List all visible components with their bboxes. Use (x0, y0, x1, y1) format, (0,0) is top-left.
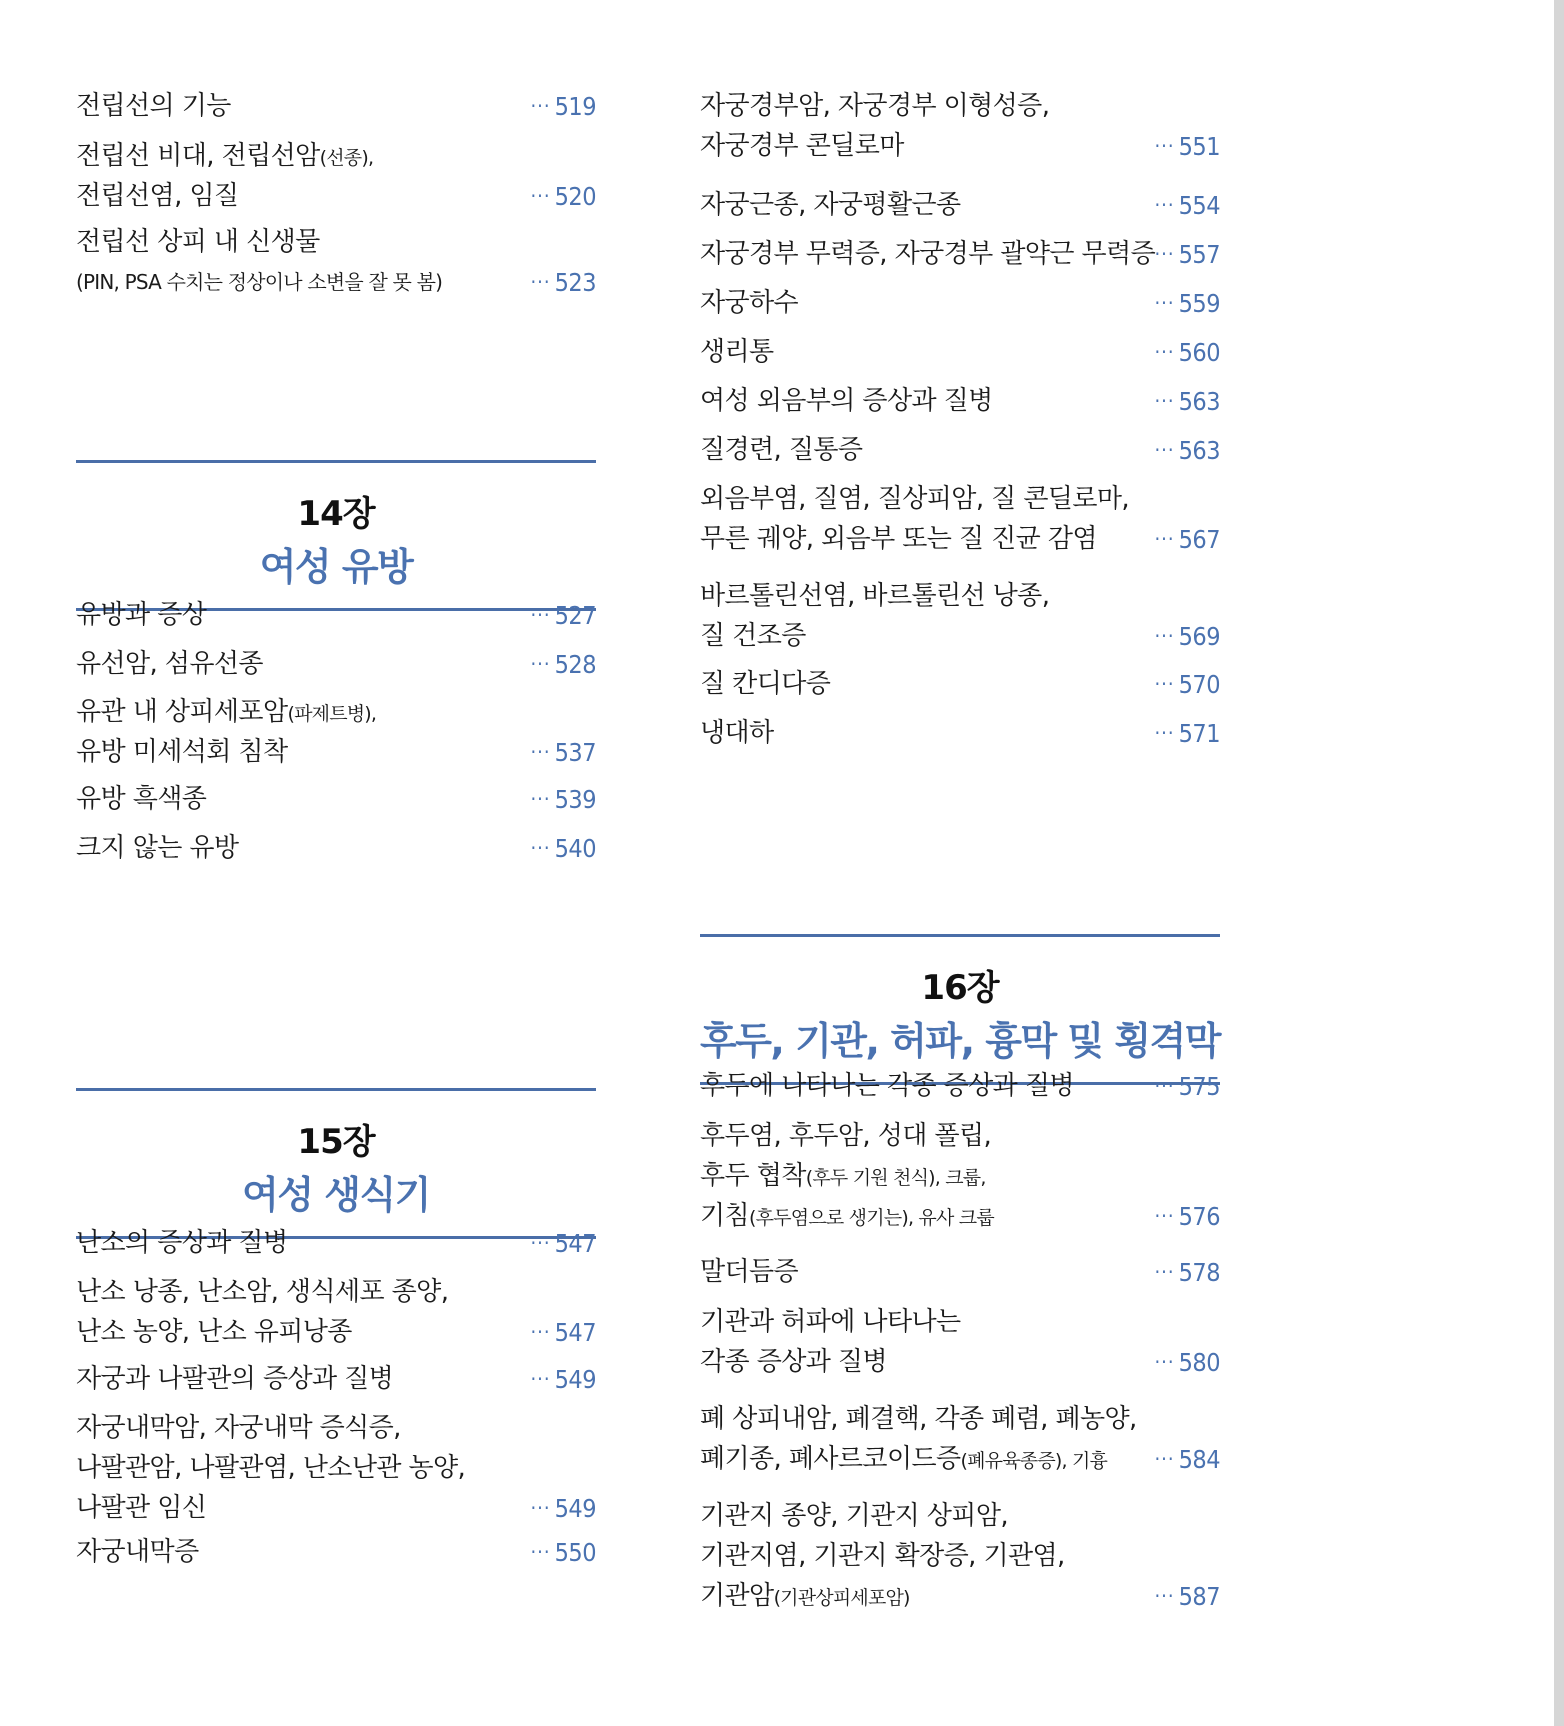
page-number-value: 559 (1178, 289, 1220, 318)
toc-page-number[interactable] (530, 266, 596, 298)
chapter-title[interactable]: 여성 생식기 (242, 1173, 430, 1217)
chapter-title[interactable]: 후두, 기관, 허파, 흉막 및 횡격막 (700, 1019, 1220, 1063)
toc-entry-title-line (700, 238, 1155, 270)
page-number-value: 549 (554, 1494, 596, 1523)
toc-page-number[interactable] (530, 832, 596, 864)
page-number-value: 550 (554, 1538, 596, 1567)
chapter-top-rule (76, 460, 596, 463)
leader-dots: ··· (1154, 1204, 1175, 1228)
toc-entry-title-line (76, 832, 238, 864)
toc-entry-title-line (700, 1346, 887, 1378)
toc-entry-title-line (700, 90, 1049, 122)
toc-entry-title-line (76, 1363, 393, 1395)
page-number-value: 580 (1178, 1348, 1220, 1377)
toc-entry-title-line (700, 189, 961, 221)
toc-entry-title-line (700, 287, 798, 319)
leader-dots: ··· (1154, 389, 1175, 413)
toc-entry-text: 기관지 종양, 기관지 상피암, (700, 1501, 1008, 1531)
leader-dots: ··· (1154, 193, 1175, 217)
toc-page-number[interactable] (1154, 189, 1220, 221)
toc-page-number[interactable] (530, 648, 596, 680)
toc-entry-text: 난소 농양, 난소 유피낭종 (76, 1317, 352, 1347)
toc-page-number[interactable] (530, 783, 596, 815)
toc-entry-text: 유관 내 상피세포암 (76, 697, 288, 727)
toc-entry-title-line (76, 1276, 448, 1308)
leader-dots: ··· (1154, 527, 1175, 551)
toc-entry-text: 각종 증상과 질병 (700, 1347, 887, 1377)
page-number-value: 576 (1178, 1202, 1220, 1231)
page-number-value: 587 (1178, 1582, 1220, 1611)
leader-dots: ··· (530, 787, 551, 811)
toc-entry-title-line (700, 717, 774, 749)
toc-entry-text: 자궁경부 무력증, 자궁경부 괄약근 무력증 (700, 239, 1156, 269)
leader-dots: ··· (530, 836, 551, 860)
toc-entry-text: 자궁하수 (700, 288, 799, 318)
toc-entry-text: 기관지염, 기관지 확장증, 기관염, (700, 1541, 1065, 1571)
toc-entry-text: 냉대하 (700, 718, 774, 748)
page-number-value: 551 (1178, 132, 1220, 161)
toc-entry-note: (기관상피세포암) (773, 1587, 910, 1609)
toc-entry-text: 전립선 비대, 전립선암 (76, 141, 320, 171)
leader-dots: ··· (530, 603, 551, 627)
page-number-value: 563 (1178, 387, 1220, 416)
leader-dots: ··· (1154, 1260, 1175, 1284)
toc-entry-text: 난소 낭종, 난소암, 생식세포 종양, (76, 1277, 449, 1307)
toc-entry-title-line (700, 130, 904, 162)
toc-page-number[interactable] (530, 599, 596, 631)
toc-page-number[interactable] (1154, 620, 1220, 652)
toc-entry-text: 질경련, 질통증 (700, 435, 863, 465)
page-number-value: 539 (554, 785, 596, 814)
toc-entry-title-line (700, 1443, 1107, 1475)
toc-entry-title-line (700, 1070, 1074, 1102)
toc-entry-text: 자궁내막암, 자궁내막 증식증, (76, 1413, 401, 1443)
toc-page-number[interactable] (1154, 434, 1220, 466)
toc-page-number[interactable] (1154, 385, 1220, 417)
toc-entry-title-line (76, 1316, 352, 1348)
leader-dots: ··· (1154, 134, 1175, 158)
toc-entry-text: 바르톨린선염, 바르톨린선 낭종, (700, 581, 1050, 611)
toc-entry-title-line (700, 1120, 991, 1152)
toc-entry-title-line (700, 1256, 798, 1288)
page-number-value: 584 (1178, 1445, 1220, 1474)
toc-entry-title-line (700, 1306, 961, 1338)
toc-entry-text: 나팔관 임신 (76, 1493, 207, 1523)
chapter-top-rule (700, 934, 1220, 937)
toc-page-number[interactable] (530, 1363, 596, 1395)
toc-entry-title-line (76, 1452, 465, 1484)
page-number-value: 520 (554, 182, 596, 211)
toc-page-number[interactable] (1154, 668, 1220, 700)
toc-entry-title-line (700, 483, 1129, 515)
toc-entry-text: 난소의 증상과 질병 (76, 1228, 288, 1258)
page-number-value: 560 (1178, 338, 1220, 367)
leader-dots: ··· (530, 1540, 551, 1564)
toc-entry-text: 질 건조증 (700, 621, 806, 651)
page-number-value: 563 (1178, 436, 1220, 465)
leader-dots: ··· (530, 652, 551, 676)
leader-dots: ··· (530, 94, 551, 118)
toc-entry-title-line (700, 580, 1049, 612)
toc-entry-text: 후두 협착 (700, 1161, 806, 1191)
toc-page-number[interactable] (1154, 717, 1220, 749)
toc-entry-title-line (700, 668, 830, 700)
page-number-value: 537 (554, 738, 596, 767)
page-number-value: 547 (554, 1229, 596, 1258)
leader-dots: ··· (1154, 1447, 1175, 1471)
toc-entry-text: 후두염, 후두암, 성대 폴립, (700, 1121, 992, 1151)
page-number-value: 549 (554, 1365, 596, 1394)
toc-entry-title-line (76, 1536, 199, 1568)
page-number-value: 570 (1178, 670, 1220, 699)
leader-dots: ··· (530, 1367, 551, 1391)
toc-entry-note: (파제트병), (287, 703, 377, 725)
chapter-number: 14장 (297, 494, 375, 534)
toc-entry-note: (후두염으로 생기는), 유사 크룹 (749, 1207, 994, 1229)
toc-entry-title-line (76, 140, 373, 172)
toc-entry-title-line (700, 523, 1097, 555)
toc-entry-title-line (700, 620, 806, 652)
toc-entry-text: 유방 미세석회 침착 (76, 737, 288, 767)
toc-page-number[interactable] (1154, 523, 1220, 555)
toc-page-number[interactable] (1154, 336, 1220, 368)
toc-entry-text: 나팔관암, 나팔관염, 난소난관 농양, (76, 1453, 466, 1483)
toc-entry-title-line (700, 385, 993, 417)
page-number-value: 567 (1178, 525, 1220, 554)
toc-entry-title-line (700, 1540, 1065, 1572)
page-number-value: 575 (1178, 1072, 1220, 1101)
toc-page-number[interactable] (1154, 1070, 1220, 1102)
page-number-value: 540 (554, 834, 596, 863)
leader-dots: ··· (530, 1320, 551, 1344)
toc-entry-text: 유방과 증상 (76, 600, 207, 630)
leader-dots: ··· (1154, 242, 1175, 266)
toc-page-number[interactable] (530, 90, 596, 122)
leader-dots: ··· (1154, 340, 1175, 364)
toc-entry-text: 말더듬증 (700, 1257, 799, 1287)
toc-entry-title-line (700, 1403, 1137, 1435)
leader-dots: ··· (1154, 721, 1175, 745)
toc-entry-title-line (76, 1492, 206, 1524)
page-number-value: 527 (554, 601, 596, 630)
toc-entry-text: 기관암 (700, 1581, 774, 1611)
toc-entry-text: 자궁내막증 (76, 1537, 199, 1567)
toc-entry-text: 여성 외음부의 증상과 질병 (700, 386, 993, 416)
toc-entry-title-line (700, 1580, 910, 1612)
toc-entry-text: 질 칸디다증 (700, 669, 831, 699)
leader-dots: ··· (1154, 1584, 1175, 1608)
toc-entry-title-line (700, 1200, 994, 1232)
toc-entry-text: 크지 않는 유방 (76, 833, 239, 863)
page-number-value: 547 (554, 1318, 596, 1347)
toc-page-number[interactable] (530, 1536, 596, 1568)
toc-page-number[interactable] (530, 1316, 596, 1348)
toc-page-number[interactable] (1154, 1580, 1220, 1612)
toc-entry-text: 전립선의 기능 (76, 91, 231, 121)
toc-entry-title-line (76, 90, 231, 122)
toc-entry-text: 폐기종, 폐사르코이드증 (700, 1444, 961, 1474)
chapter-title[interactable]: 여성 유방 (259, 545, 413, 589)
leader-dots: ··· (1154, 624, 1175, 648)
leader-dots: ··· (1154, 672, 1175, 696)
page-number-value: 523 (554, 268, 596, 297)
toc-entry-text: 전립선염, 임질 (76, 181, 239, 211)
toc-entry-title-line (76, 599, 206, 631)
page-number-value: 528 (554, 650, 596, 679)
toc-entry-title-line (76, 1412, 401, 1444)
toc-entry-title-line (76, 180, 238, 212)
toc-page-number[interactable] (530, 736, 596, 768)
leader-dots: ··· (530, 270, 551, 294)
vertical-scrollbar[interactable] (1554, 0, 1564, 1726)
toc-entry-text: 전립선 상피 내 신생물 (76, 227, 320, 257)
page-number-value: 571 (1178, 719, 1220, 748)
toc-entry-text: 자궁과 나팔관의 증상과 질병 (76, 1364, 394, 1394)
chapter-number: 15장 (297, 1122, 375, 1162)
toc-entry-title-line (700, 1160, 986, 1192)
leader-dots: ··· (1154, 438, 1175, 462)
toc-entry-text: 기침 (700, 1201, 750, 1231)
toc-entry-text: 생리통 (700, 337, 774, 367)
toc-page-number[interactable] (530, 1227, 596, 1259)
toc-entry-title-line (76, 1227, 287, 1259)
toc-page-number[interactable] (1154, 238, 1220, 270)
page-number-value: 554 (1178, 191, 1220, 220)
page-number-value: 569 (1178, 622, 1220, 651)
leader-dots: ··· (530, 1231, 551, 1255)
page-number-value: 578 (1178, 1258, 1220, 1287)
toc-entry-text: 자궁경부 콘딜로마 (700, 131, 904, 161)
toc-entry-title-line (76, 783, 206, 815)
page-number-value: 557 (1178, 240, 1220, 269)
leader-dots: ··· (530, 1496, 551, 1520)
toc-entry-text: 폐 상피내암, 폐결핵, 각종 폐렴, 폐농양, (700, 1404, 1137, 1434)
toc-entry-title-line (76, 266, 442, 298)
leader-dots: ··· (1154, 291, 1175, 315)
leader-dots: ··· (530, 184, 551, 208)
toc-entry-text: 기관과 허파에 나타나는 (700, 1307, 961, 1337)
leader-dots: ··· (530, 740, 551, 764)
toc-entry-text: 외음부염, 질염, 질상피암, 질 콘딜로마, (700, 484, 1130, 514)
toc-entry-note: (폐유육종증), 기흉 (960, 1450, 1108, 1472)
toc-entry-text: 유선암, 섬유선종 (76, 649, 263, 679)
toc-entry-title-line (76, 696, 376, 728)
toc-entry-text: 후두에 나타나는 각종 증상과 질병 (700, 1071, 1074, 1101)
toc-page-number[interactable] (1154, 287, 1220, 319)
toc-entry-title-line (700, 1500, 1008, 1532)
toc-page-number[interactable] (1154, 1256, 1220, 1288)
leader-dots: ··· (1154, 1074, 1175, 1098)
toc-entry-title-line (76, 648, 263, 680)
toc-entry-title-line (700, 434, 862, 466)
leader-dots: ··· (1154, 1350, 1175, 1374)
toc-entry-text: 무른 궤양, 외음부 또는 질 진균 감염 (700, 524, 1097, 554)
page-number-value: 519 (554, 92, 596, 121)
toc-page-number[interactable] (1154, 1346, 1220, 1378)
toc-page-number[interactable] (1154, 1443, 1220, 1475)
toc-entry-title-line (76, 226, 320, 258)
toc-page-number[interactable] (530, 1492, 596, 1524)
toc-entry-title-line (76, 736, 287, 768)
toc-entry-text: 자궁경부암, 자궁경부 이형성증, (700, 91, 1050, 121)
toc-entry-title-line (700, 336, 774, 368)
toc-entry-text: 자궁근종, 자궁평활근종 (700, 190, 961, 220)
toc-entry-text: (PIN, PSA 수치는 정상이나 소변을 잘 못 봄) (76, 270, 443, 294)
toc-entry-note: (선종), (319, 147, 374, 169)
chapter-number: 16장 (921, 968, 999, 1008)
chapter-top-rule (76, 1088, 596, 1091)
toc-page-number[interactable] (1154, 130, 1220, 162)
toc-entry-text: 유방 흑색종 (76, 784, 207, 814)
toc-page-number[interactable] (1154, 1200, 1220, 1232)
toc-page-number[interactable] (530, 180, 596, 212)
toc-entry-note: (후두 기원 천식), 크룹, (805, 1167, 986, 1189)
